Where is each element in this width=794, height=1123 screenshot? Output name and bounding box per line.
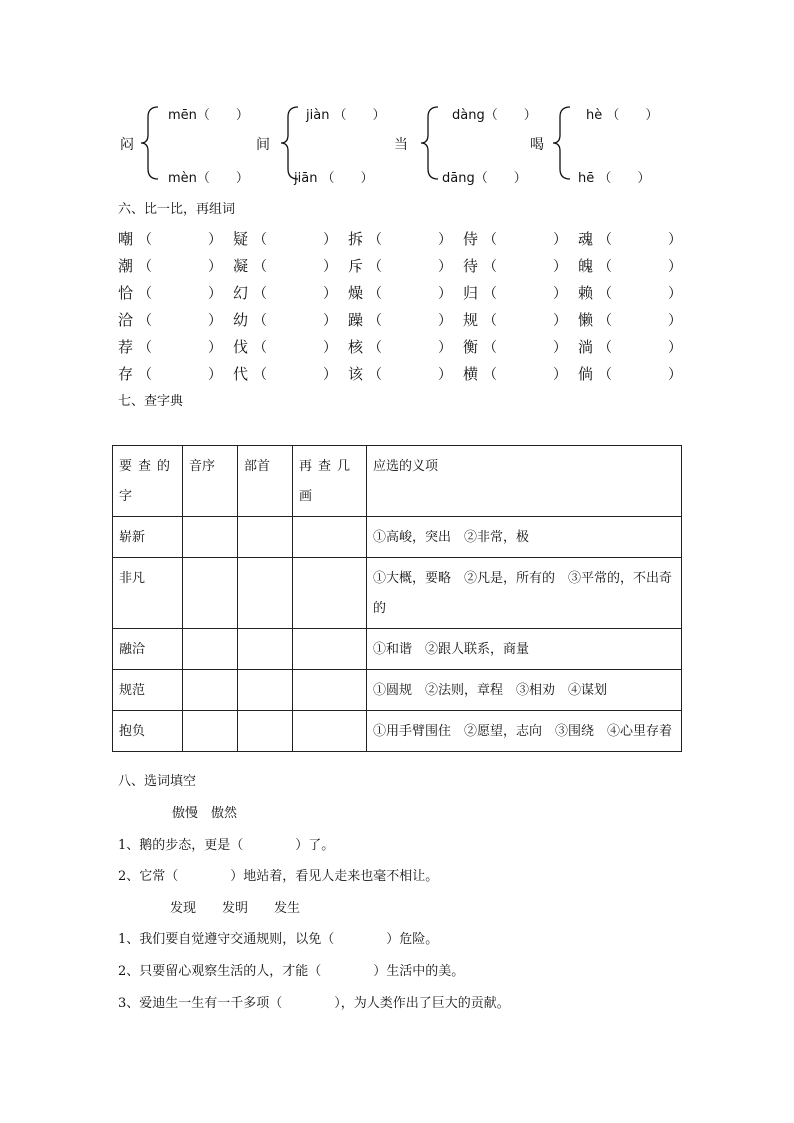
answer-cell[interactable]	[183, 711, 238, 752]
answer-blank[interactable]: （ ）	[483, 259, 567, 275]
compare-item	[578, 336, 682, 357]
compare-item	[578, 228, 682, 249]
compare-item	[233, 255, 337, 276]
table-row	[113, 629, 682, 670]
compare-char: 凝	[233, 257, 249, 275]
compare-item	[233, 309, 337, 330]
answer-blank[interactable]: （ ）	[598, 313, 682, 329]
fill-sentence: 1、鹅的步态，更是（ ）了。	[118, 838, 335, 853]
answer-blank[interactable]: （ ）	[253, 232, 337, 248]
compare-item	[463, 255, 567, 276]
compare-char: 懒	[578, 311, 594, 329]
pinyin-dang-1: dāng（ ）	[442, 171, 527, 186]
answer-blank[interactable]: （ ）	[253, 340, 337, 356]
compare-char: 伐	[233, 338, 249, 356]
compare-item	[463, 228, 567, 249]
compare-item	[233, 336, 337, 357]
compare-item	[348, 255, 452, 276]
compare-char: 侍	[463, 230, 479, 248]
polyphone-char-jian: 间	[256, 137, 270, 153]
table-header-row	[113, 446, 682, 517]
word-cell: 非凡	[113, 558, 183, 629]
answer-cell[interactable]	[238, 629, 293, 670]
answer-blank[interactable]: （ ）	[253, 286, 337, 302]
answer-blank[interactable]: （ ）	[368, 340, 452, 356]
compare-char: 归	[463, 284, 479, 302]
answer-blank[interactable]: （ ）	[368, 232, 452, 248]
meaning-cell: ①高峻，突出 ②非常，极	[367, 517, 682, 558]
pinyin-men-1: mēn（ ）	[168, 108, 249, 123]
answer-cell[interactable]	[293, 517, 367, 558]
answer-cell[interactable]	[293, 711, 367, 752]
word-cell: 崭新	[113, 517, 183, 558]
word-choices-1: 傲慢 傲然	[172, 806, 238, 821]
compare-char: 洽	[118, 311, 134, 329]
compare-char: 恰	[118, 284, 134, 302]
compare-item	[348, 309, 452, 330]
answer-cell[interactable]	[238, 517, 293, 558]
pinyin-jian-1: jiān （ ）	[294, 171, 374, 186]
compare-item	[578, 282, 682, 303]
fill-sentence: 1、我们要自觉遵守交通规则，以免（ ）危险。	[118, 932, 439, 947]
word-cell: 抱负	[113, 711, 183, 752]
brace-icon	[550, 103, 574, 183]
table-row	[113, 558, 682, 629]
compare-char: 规	[463, 311, 479, 329]
compare-char: 核	[348, 338, 364, 356]
answer-cell[interactable]	[238, 558, 293, 629]
answer-blank[interactable]: （ ）	[368, 367, 452, 383]
compare-item	[118, 363, 222, 384]
compare-item	[233, 282, 337, 303]
compare-item	[348, 228, 452, 249]
compare-char: 魂	[578, 230, 594, 248]
compare-char: 赖	[578, 284, 594, 302]
answer-blank[interactable]: （ ）	[138, 367, 222, 383]
compare-item	[578, 363, 682, 384]
compare-char: 该	[348, 365, 364, 383]
answer-blank[interactable]: （ ）	[253, 313, 337, 329]
answer-blank[interactable]: （ ）	[368, 259, 452, 275]
compare-item	[118, 282, 222, 303]
compare-item	[578, 309, 682, 330]
answer-blank[interactable]: （ ）	[483, 367, 567, 383]
compare-char: 横	[463, 365, 479, 383]
compare-item	[463, 309, 567, 330]
compare-char: 拆	[348, 230, 364, 248]
compare-char: 疑	[233, 230, 249, 248]
compare-char: 衡	[463, 338, 479, 356]
compare-char: 淌	[578, 338, 594, 356]
compare-item	[463, 363, 567, 384]
meaning-cell: ①圆规 ②法则，章程 ③相劝 ④谋划	[367, 670, 682, 711]
answer-blank[interactable]: （ ）	[253, 367, 337, 383]
answer-cell[interactable]	[238, 711, 293, 752]
answer-cell[interactable]	[183, 629, 238, 670]
compare-item	[118, 309, 222, 330]
meaning-cell: ①和谐 ②跟人联系，商量	[367, 629, 682, 670]
compare-item	[578, 255, 682, 276]
section8-title: 八、选词填空	[118, 774, 197, 789]
compare-item	[233, 228, 337, 249]
answer-cell[interactable]	[183, 517, 238, 558]
compare-char: 斥	[348, 257, 364, 275]
compare-char: 代	[233, 365, 249, 383]
header-radical: 部首	[238, 446, 293, 517]
compare-char: 潮	[118, 257, 134, 275]
answer-blank[interactable]: （ ）	[368, 286, 452, 302]
answer-blank[interactable]: （ ）	[138, 259, 222, 275]
compare-item	[118, 255, 222, 276]
compare-item	[348, 336, 452, 357]
compare-item	[118, 228, 222, 249]
header-strokes: 再查几画	[293, 446, 367, 517]
answer-cell[interactable]	[293, 629, 367, 670]
section7-title: 七、查字典	[118, 394, 184, 409]
compare-char: 幼	[233, 311, 249, 329]
answer-blank[interactable]: （ ）	[138, 286, 222, 302]
compare-char: 嘲	[118, 230, 134, 248]
header-phonetic-order: 音序	[183, 446, 238, 517]
table-row	[113, 711, 682, 752]
compare-item	[348, 282, 452, 303]
answer-blank[interactable]: （ ）	[483, 232, 567, 248]
table-row	[113, 670, 682, 711]
pinyin-he-4: hè （ ）	[586, 108, 659, 123]
polyphone-char-dang: 当	[394, 137, 408, 153]
polyphone-char-men: 闷	[120, 137, 134, 153]
compare-item	[118, 336, 222, 357]
compare-char: 荐	[118, 338, 134, 356]
answer-blank[interactable]: （ ）	[483, 313, 567, 329]
answer-blank[interactable]: （ ）	[138, 232, 222, 248]
pinyin-jian-4: jiàn （ ）	[306, 108, 386, 123]
word-choices-2: 发现 发明 发生	[170, 901, 301, 916]
header-char: 要查的字	[113, 446, 183, 517]
answer-blank[interactable]: （ ）	[598, 340, 682, 356]
compare-item	[463, 336, 567, 357]
brace-icon	[418, 103, 442, 183]
pinyin-he-1: hē （ ）	[578, 171, 651, 186]
answer-blank[interactable]: （ ）	[598, 286, 682, 302]
compare-item	[463, 282, 567, 303]
answer-blank[interactable]: （ ）	[598, 367, 682, 383]
header-meaning: 应选的义项	[367, 446, 682, 517]
answer-blank[interactable]: （ ）	[598, 232, 682, 248]
pinyin-men-4: mèn（ ）	[168, 171, 249, 186]
fill-sentence: 2、只要留心观察生活的人，才能（ ）生活中的美。	[118, 964, 465, 979]
meaning-cell: ①大概，要略 ②凡是，所有的 ③平常的，不出奇的	[367, 558, 682, 629]
fill-sentence: 2、它常（ ）地站着，看见人走来也毫不相让。	[118, 869, 439, 884]
compare-char: 躁	[348, 311, 364, 329]
answer-blank[interactable]: （ ）	[138, 340, 222, 356]
answer-blank[interactable]: （ ）	[253, 259, 337, 275]
compare-char: 燥	[348, 284, 364, 302]
answer-blank[interactable]: （ ）	[598, 259, 682, 275]
compare-char: 倘	[578, 365, 594, 383]
compare-item	[233, 363, 337, 384]
polyphone-char-he: 喝	[530, 137, 544, 153]
compare-char: 存	[118, 365, 134, 383]
answer-blank[interactable]: （ ）	[138, 313, 222, 329]
dictionary-table	[112, 445, 682, 752]
answer-blank[interactable]: （ ）	[368, 313, 452, 329]
answer-cell[interactable]	[293, 558, 367, 629]
fill-sentence: 3、爱迪生一生有一千多项（ ），为人类作出了巨大的贡献。	[118, 996, 510, 1011]
compare-char: 魄	[578, 257, 594, 275]
compare-char: 待	[463, 257, 479, 275]
answer-blank[interactable]: （ ）	[483, 340, 567, 356]
answer-cell[interactable]	[293, 670, 367, 711]
section6-title: 六、比一比，再组词	[118, 202, 236, 217]
pinyin-dang-4: dàng（ ）	[452, 108, 537, 123]
table-row	[113, 517, 682, 558]
word-cell: 融洽	[113, 629, 183, 670]
brace-icon	[138, 103, 162, 183]
word-cell: 规范	[113, 670, 183, 711]
meaning-cell: ①用手臂围住 ②愿望，志向 ③围绕 ④心里存着	[367, 711, 682, 752]
answer-cell[interactable]	[183, 558, 238, 629]
compare-char: 幻	[233, 284, 249, 302]
answer-cell[interactable]	[238, 670, 293, 711]
answer-blank[interactable]: （ ）	[483, 286, 567, 302]
answer-cell[interactable]	[183, 670, 238, 711]
compare-item	[348, 363, 452, 384]
